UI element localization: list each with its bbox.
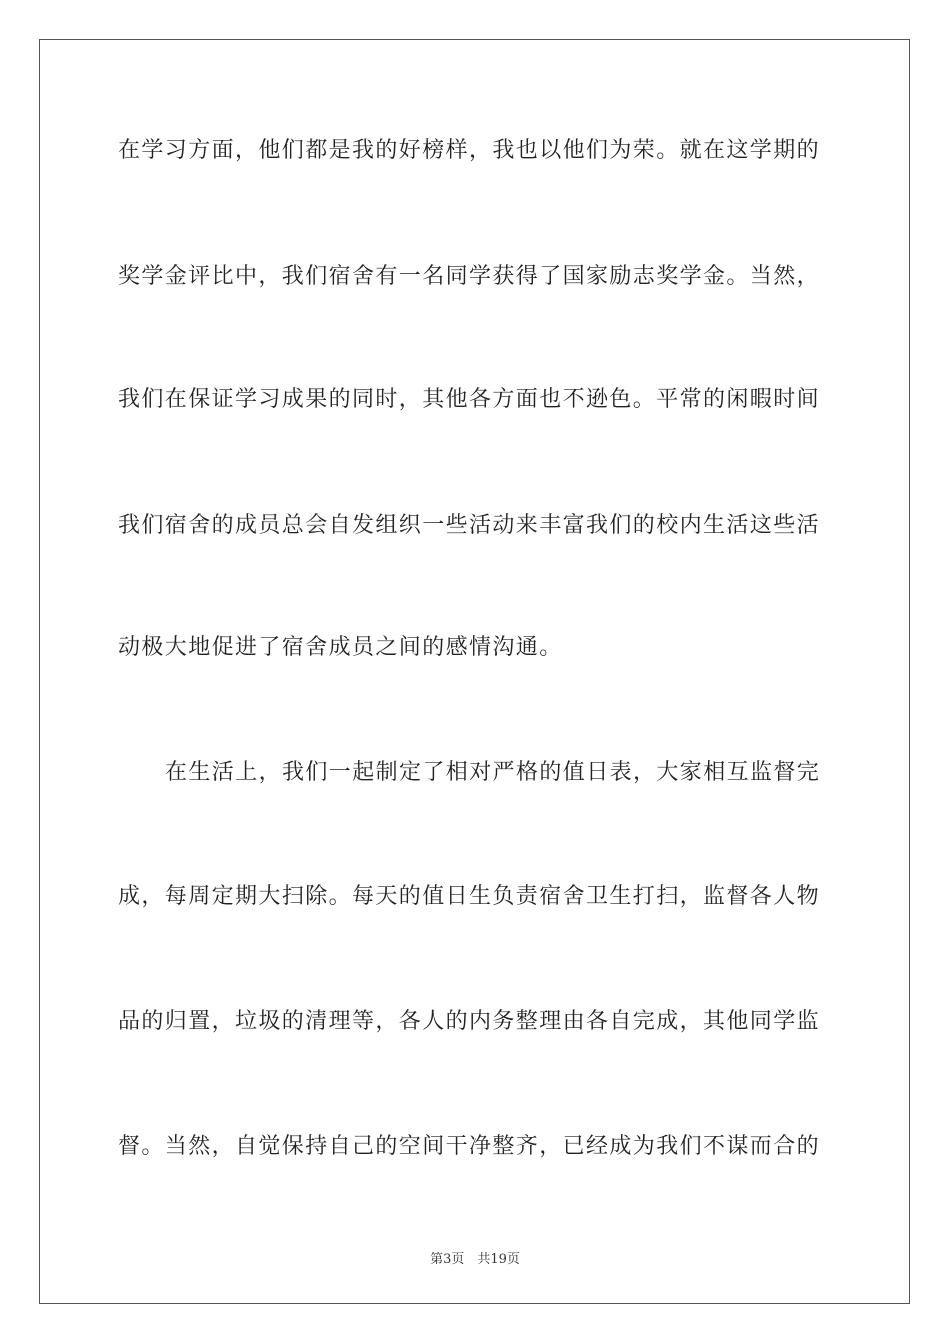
text-line: 我们在保证学习成果的同时，其他各方面也不逊色。平常的闲暇时间 [118,387,821,412]
text-line: 品的归置，垃圾的清理等，各人的内务整理由各自完成，其他同学监 [118,1009,821,1034]
text-line: 奖学金评比中，我们宿舍有一名同学获得了国家励志奖学金。当然， [118,264,821,289]
text-line: 我们宿舍的成员总会自发组织一些活动来丰富我们的校内生活这些活 [118,513,821,538]
page-number-footer: 第3页 共19页 [430,1252,520,1267]
text-line: 成，每周定期大扫除。每天的值日生负责宿舍卫生打扫，监督各人物 [118,884,821,909]
text-line: 动极大地促进了宿舍成员之间的感情沟通。 [118,635,563,660]
page-border [39,39,910,1304]
text-line: 督。当然，自觉保持自己的空间干净整齐，已经成为我们不谋而合的 [118,1134,821,1159]
text-line: 在学习方面，他们都是我的好榜样，我也以他们为荣。就在这学期的 [118,138,821,163]
text-line: 在生活上，我们一起制定了相对严格的值日表，大家相互监督完 [165,760,821,785]
